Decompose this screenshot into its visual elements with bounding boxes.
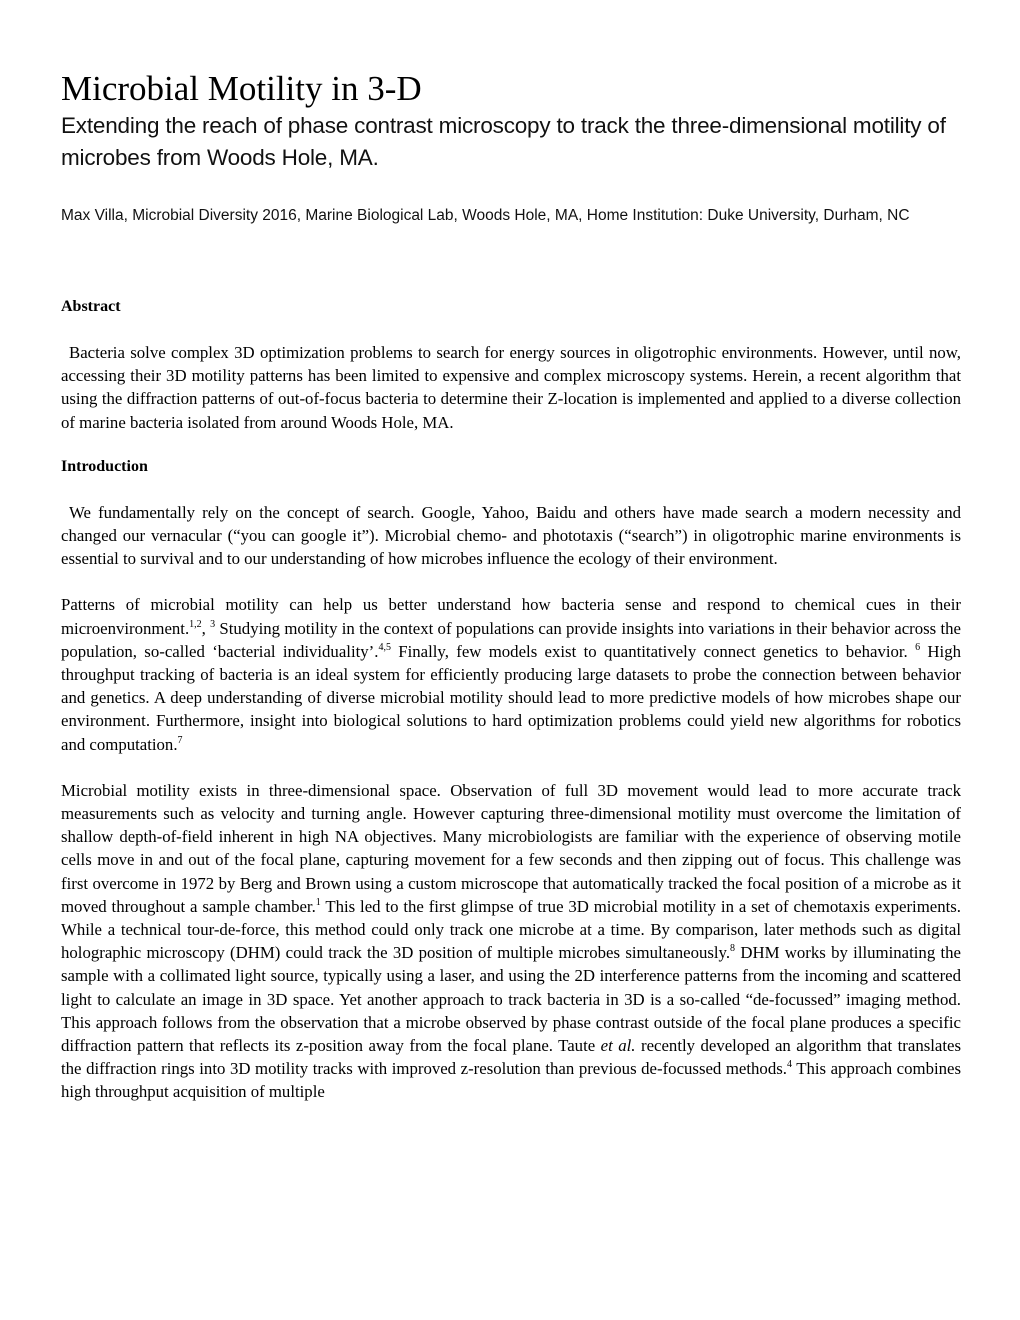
paper-subtitle: Extending the reach of phase contrast microscopy to track the three-dimensional motility of microbes from Woods Hole, MA. [61,113,946,170]
intro-paragraph-2 [61,593,961,755]
text-run: This approach combines high throughput acquisition of multiple [61,1059,961,1102]
text-run: This led to the first glimpse of true 3D microbial motility in a set of chemotaxis experiments. While a technical tour-de-force, this method could only track one microbe at a time. By comparison, later methods such as digital holographic microscopy (DHM) could track the 3D position of multiple microbes simultaneously. [61,896,961,963]
italic-text-run: et al. [600,1036,636,1056]
introduction-heading: Introduction [61,457,148,475]
text-run: Microbial motility exists in three-dimensional space. Observation of full 3D movement would lead to more accurate track measurements such as velocity and turning angle. However capturing three-dimensional motility must overcome the limitation of shallow depth-of-field inherent in high NA objectives. Many microbiologists are familiar with the experience of observing motile cells move in and out of the focal plane, capturing movement for a few seconds and then zipping out of focus. This challenge was first overcome in 1972 by Berg and Brown using a custom microscope that automatically tracked the focal position of a microbe as it moved throughout a sample chamber. [61,780,961,916]
author-affiliation: Max Villa, Microbial Diversity 2016, Marine Biological Lab, Woods Hole, MA, Home Institution: Duke University, Durham, NC [61,207,910,224]
text-run: High throughput tracking of bacteria is an ideal system for efficiently producing large datasets to probe the connection between behavior and genetics. A deep understanding of diverse microbial motility should lead to more predictive models of how microbes shape our environment. Furthermore, insight into biological solutions to hard optimization problems could yield new algorithms for robotics and computation. [61,641,961,754]
citation-superscript: 1,2 [189,618,202,630]
intro-paragraph-1: We fundamentally rely on the concept of search. Google, Yahoo, Baidu and others have made search a modern necessity and changed our vernacular (“you can google it”). Microbial chemo- and phototaxis (“search”) in oligotrophic marine environments is essential to survival and to our understanding of how microbes influence the ecology of their environment. [61,502,961,569]
text-run: Patterns of microbial motility can help us better understand how bacteria sense and respond to chemical cues in their microenvironment. [61,595,961,638]
document-page [61,70,961,1104]
text-run: Finally, few models exist to quantitatively connect genetics to behavior. [390,641,916,661]
citation-superscript: 1 [315,896,321,908]
text-run: Studying motility in the context of populations can provide insights into variations in their behavior across the population, so-called ‘bacterial individuality’. [61,618,961,661]
citation-superscript: 8 [730,943,736,955]
citation-superscript: 3 [210,618,216,630]
citation-superscript: 7 [177,734,183,746]
text-run: recently developed an algorithm that translates the diffraction rings into 3D motility tracks with improved z-resolution than previous de-focussed methods. [61,1036,961,1079]
citation-superscript: 6 [915,641,921,653]
citation-superscript: 4 [786,1059,792,1071]
abstract-heading: Abstract [61,298,121,315]
paper-title: Microbial Motility in 3-D [61,69,422,108]
text-run: DHM works by illuminating the sample with a collimated light source, typically using a laser, and using the 2D interference patterns from the incoming and scattered light to calculate an image in 3D space. Yet another approach to track bacteria in 3D is a so-called “de-focussed” imaging method. This approach follows from the observation that a microbe observed by phase contrast outside of the focal plane produces a specific diffraction pattern that reflects its z-position away from the focal plane. Taute [61,943,962,1056]
abstract-text: Bacteria solve complex 3D optimization problems to search for energy sources in oligotrophic environments. However, until now, accessing their 3D motility patterns has been limited to expensive and complex microscopy systems. Herein, a recent algorithm that using the diffraction patterns of out-of-focus bacteria to determine their Z-location is implemented and applied to a diverse collection of marine bacteria isolated from around Woods Hole, MA. [61,343,961,432]
citation-superscript: 4,5 [378,641,391,653]
intro-paragraph-3 [61,779,961,1104]
text-run: , [201,618,211,638]
